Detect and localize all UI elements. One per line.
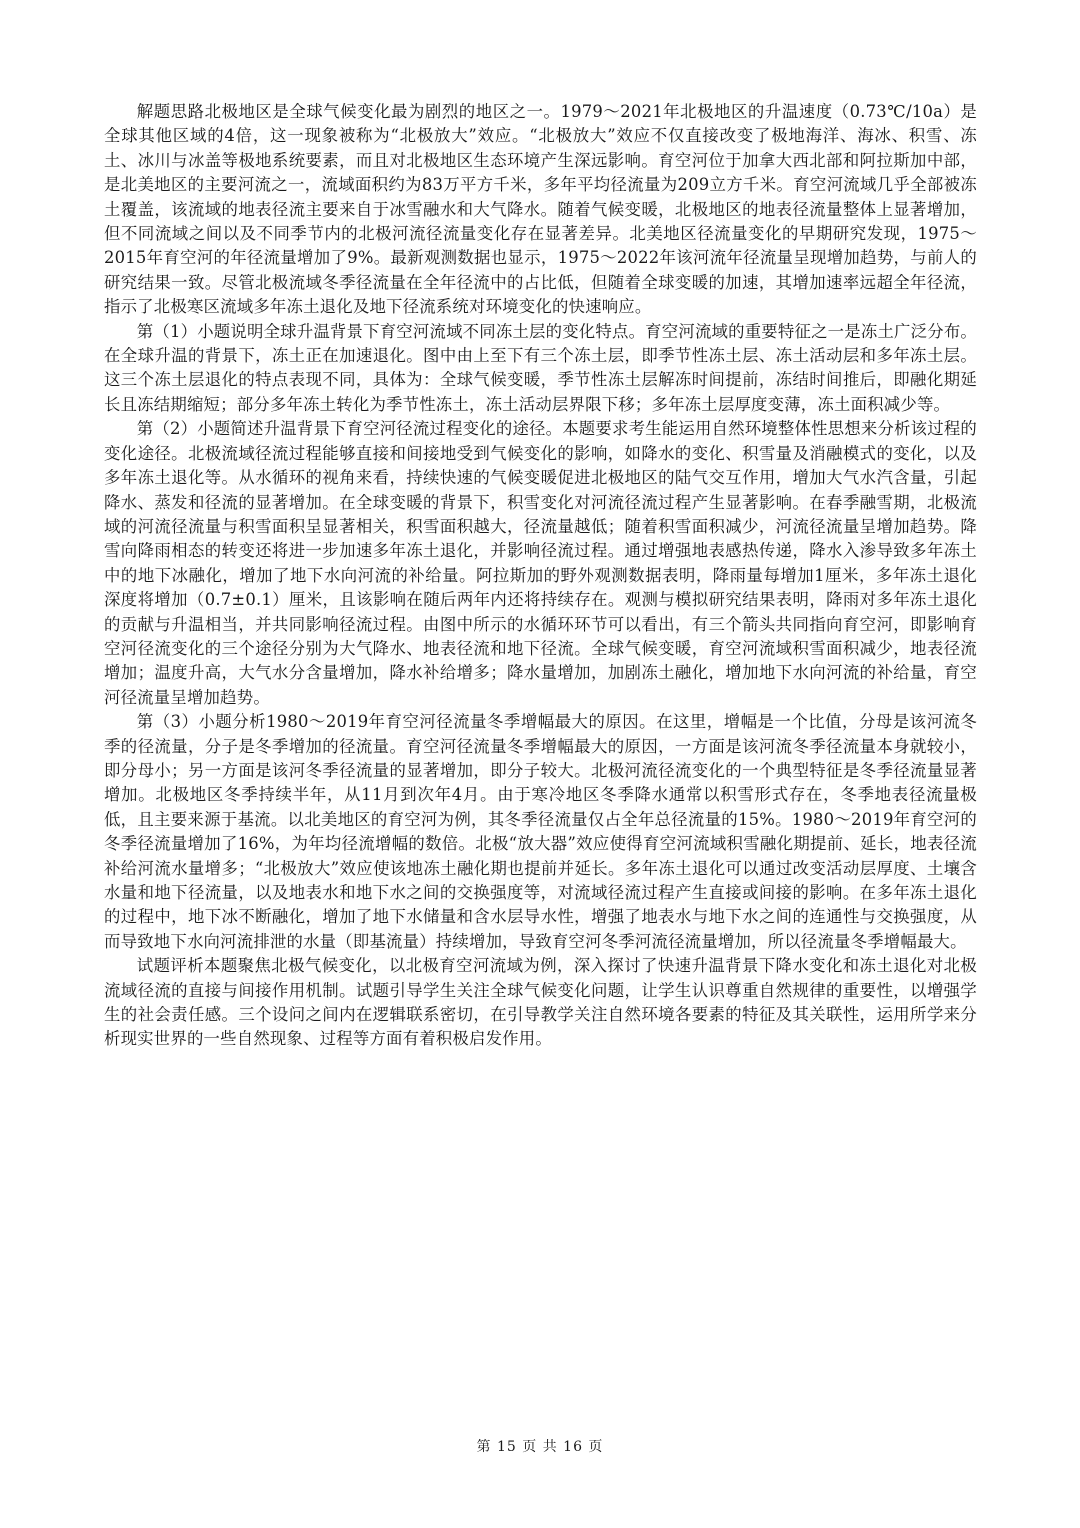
paragraph-question-2: 第（2）小题简述升温背景下育空河径流过程变化的途径。本题要求考生能运用自然环境整体性思想来分析该过程的变化途径。北极流域径流过程能够直接和间接地受到气候变化的影响，如降水的变化、积雪量及消融模式的变化，以及多年冻土退化等。从水循环的视角来看，持续快速的气候变暖促进北极地区的陆气交互作用，增加大气水汽含量，引起降水、蒸发和径流的显著增加。在全球变暖的背景下，积雪变化对河流径流过程产生显著影响。在春季融雪期，北极流域的河流径流量与积雪面积呈显著相关，积雪面积越大，径流量越低；随着积雪面积减少，河流径流量呈增加趋势。降雪向降雨相态的转变还将进一步加速多年冻土退化，并影响径流过程。通过增强地表感热传递，降水入渗导致多年冻土中的地下冰融化，增加了地下水向河流的补给量。阿拉斯加的野外观测数据表明，降雨量每增加1厘米，多年冻土退化深度将增加（0.7±0.1）厘米，且该影响在随后两年内还将持续存在。观测与模拟研究结果表明，降雨对多年冻土退化的贡献与升温相当，并共同影响径流过程。由图中所示的水循环环节可以看出，有三个箭头共同指向育空河，即影响育空河径流变化的三个途径分别为大气降水、地表径流和地下径流。全球气候变暖，育空河流域积雪面积减少，地表径流增加；温度升高，大气水分含量增加，降水补给增多；降水量增加，加剧冻土融化，增加地下水向河流的补给量，育空河径流量呈增加趋势。 bbox=[104, 419, 978, 707]
paragraph-question-3: 第（3）小题分析1980～2019年育空河径流量冬季增幅最大的原因。在这里，增幅是一个比值，分母是该河流冬季的径流量，分子是冬季增加的径流量。育空河径流量冬季增幅最大的原因，一方面是该河流冬季径流量本身就较小，即分母小；另一方面是该河冬季径流量的显著增加，即分子较大。北极河流径流变化的一个典型特征是冬季径流量显著增加。北极地区冬季持续半年，从11月到次年4月。由于寒冷地区冬季降水通常以积雪形式存在，冬季地表径流量极低，且主要来源于基流。以北美地区的育空河为例，其冬季径流量仅占全年总径流量的15%。1980～2019年育空河的冬季径流量增加了16%，为年均径流增幅的数倍。北极“放大器”效应使得育空河流域积雪融化期提前、延长，地表径流补给河流水量增多；“北极放大”效应使该地冻土融化期也提前并延长。多年冻土退化可以通过改变活动层厚度、土壤含水量和地下径流量，以及地表水和地下水之间的交换强度等，对流域径流过程产生直接或间接的影响。在多年冻土退化的过程中，地下冰不断融化，增加了地下水储量和含水层导水性，增强了地表水与地下水之间的连通性与交换强度，从而导致地下水向河流排泄的水量（即基流量）持续增加，导致育空河冬季河流径流量增加，所以径流量冬季增幅最大。 bbox=[104, 712, 977, 951]
paragraph-solution-approach: 解题思路北极地区是全球气候变化最为剧烈的地区之一。1979～2021年北极地区的升温速度（0.73℃/10a）是全球其他区域的4倍，这一现象被称为“北极放大”效应。“北极放大”效应不仅直接改变了极地海洋、海冰、积雪、冻土、冰川与冰盖等极地系统要素，而且对北极地区生态环境产生深远影响。育空河位于加拿大西北部和阿拉斯加中部，是北美地区的主要河流之一，流域面积约为83万平方千米，多年平均径流量为209立方千米。育空河流域几乎全部被冻土覆盖，该流域的地表径流主要来自于冰雪融水和大气降水。随着气候变暖，北极地区的地表径流量整体上显著增加，但不同流域之间以及不同季节内的北极河流径流量变化存在显著差异。北美地区径流量变化的早期研究发现，1975～2015年育空河的年径流量增加了9%。最新观测数据也显示，1975～2022年该河流年径流量呈现增加趋势，与前人的研究结果一致。尽管北极流域冬季径流量在全年径流中的占比低，但随着全球变暖的加速，其增加速率远超全年径流，指示了北极寒区流域多年冻土退化及地下径流系统对环境变化的快速响应。 bbox=[104, 102, 977, 317]
page-number-footer: 第 15 页 共 16 页 bbox=[476, 1439, 604, 1455]
document-body bbox=[104, 100, 977, 1052]
paragraph-evaluation: 试题评析本题聚焦北极气候变化，以北极育空河流域为例，深入探讨了快速升温背景下降水变化和冻土退化对北极流域径流的直接与间接作用机制。试题引导学生关注全球气候变化问题，让学生认识尊重自然规律的重要性，以增强学生的社会责任感。三个设问之间内在逻辑联系密切，在引导教学关注自然环境各要素的特征及其关联性，运用所学来分析现实世界的一些自然现象、过程等方面有着积极启发作用。 bbox=[104, 956, 977, 1049]
paragraph-question-1: 第（1）小题说明全球升温背景下育空河流域不同冻土层的变化特点。育空河流域的重要特征之一是冻土广泛分布。在全球升温的背景下，冻土正在加速退化。图中由上至下有三个冻土层，即季节性冻土层、冻土活动层和多年冻土层。这三个冻土层退化的特点表现不同，具体为：全球气候变暖，季节性冻土层解冻时间提前，冻结时间推后，即融化期延长且冻结期缩短；部分多年冻土转化为季节性冻土，冻土活动层界限下移；多年冻土层厚度变薄，冻土面积减少等。 bbox=[104, 321, 978, 414]
